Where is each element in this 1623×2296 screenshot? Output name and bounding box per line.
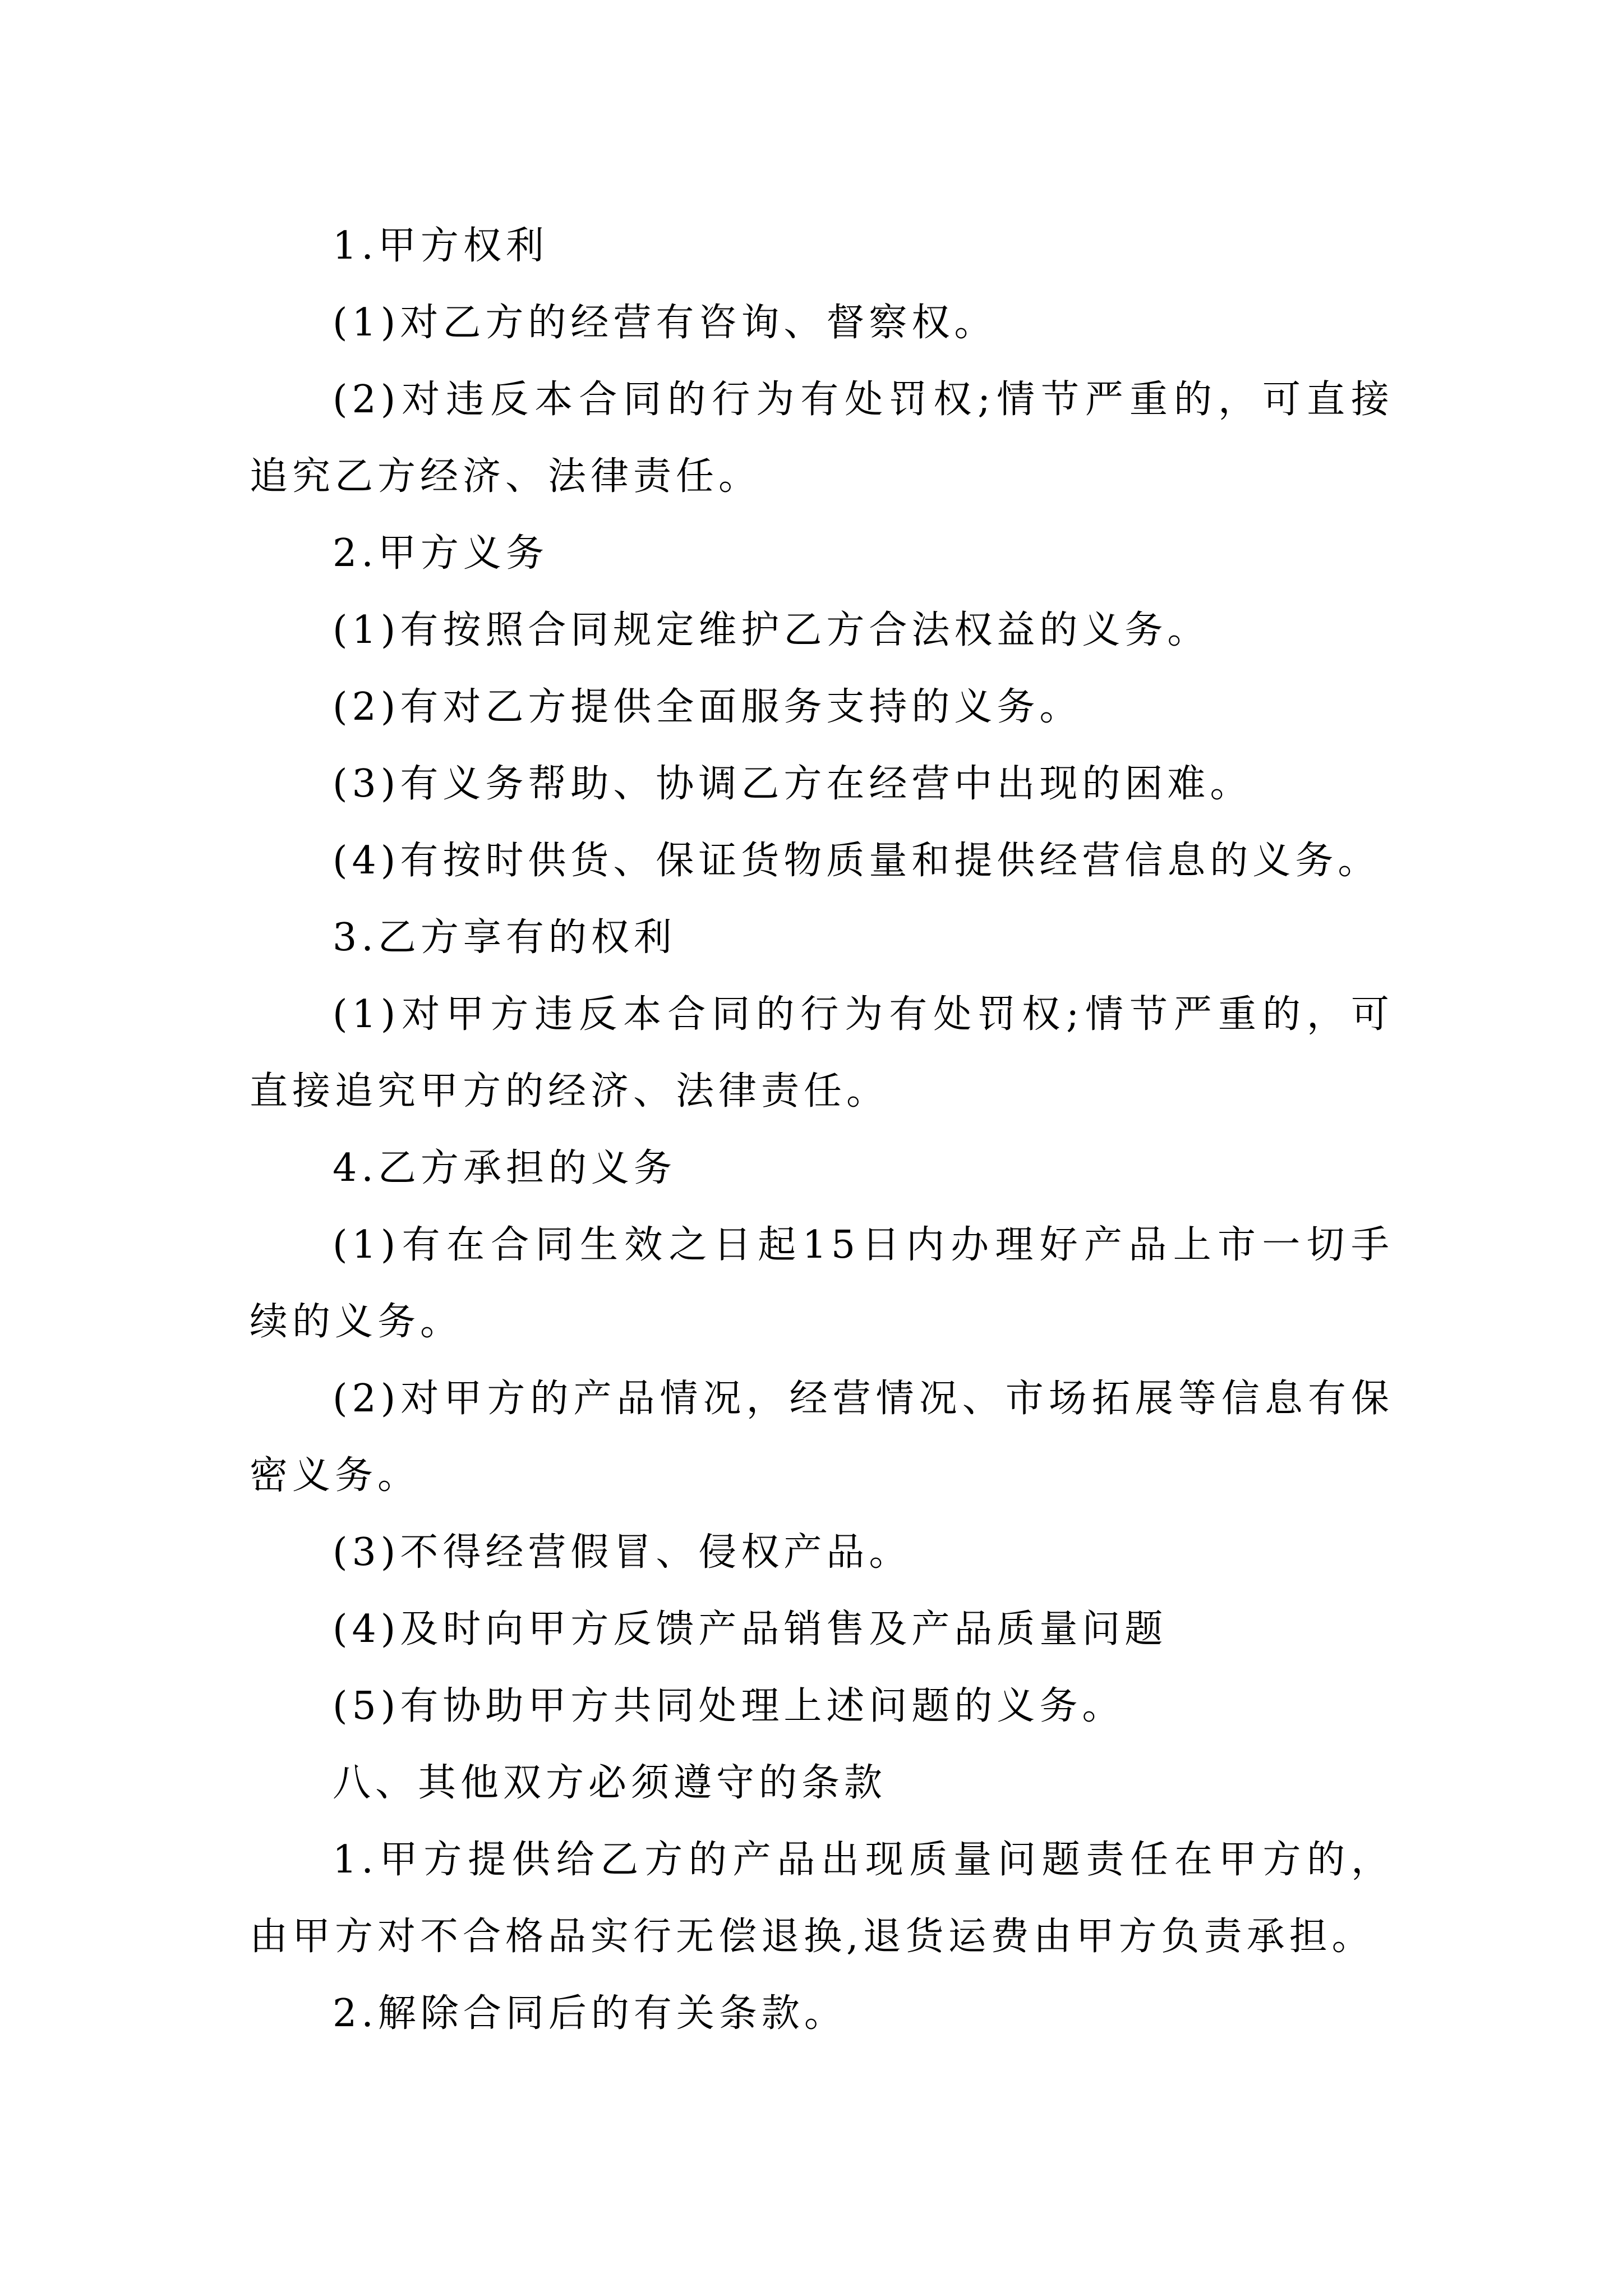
paragraph: (1)对甲方违反本合同的行为有处罚权;情节严重的，可直接追究甲方的经济、法律责任。 [250,992,1394,1114]
paragraph: (4)及时向甲方反馈产品销售及产品质量问题 [333,1607,1168,1651]
paragraph: 3.乙方享有的权利 [333,915,676,960]
paragraph: (1)有在合同生效之日起15日内办理好产品上市一切手续的义务。 [250,1223,1394,1344]
paragraph: (3)不得经营假冒、侵权产品。 [333,1530,912,1575]
paragraph: (3)有义务帮助、协调乙方在经营中出现的困难。 [333,762,1253,806]
paragraph: (5)有协助甲方共同处理上述问题的义务。 [333,1684,1125,1728]
paragraph: 2.解除合同后的有关条款。 [333,1991,847,2036]
section-heading: 八、其他双方必须遵守的条款 [333,1761,887,1805]
paragraph: (2)有对乙方提供全面服务支持的义务。 [333,685,1082,729]
paragraph: 2.甲方义务 [333,531,548,576]
paragraph: 4.乙方承担的义务 [333,1146,676,1190]
document-body [250,208,1394,2052]
paragraph: (2)对违反本合同的行为有处罚权;情节严重的，可直接追究乙方经济、法律责任。 [250,378,1394,499]
paragraph: 1.甲方提供给乙方的产品出现质量问题责任在甲方的，由甲方对不合格品实行无偿退换,退货运费由甲方负责承担。 [250,1838,1394,1959]
paragraph: (4)有按时供货、保证货物质量和提供经营信息的义务。 [333,839,1381,883]
paragraph: 1.甲方权利 [333,224,548,268]
paragraph: (1)有按照合同规定维护乙方合法权益的义务。 [333,608,1210,652]
paragraph: (1)对乙方的经营有咨询、督察权。 [333,301,997,345]
paragraph: (2)对甲方的产品情况，经营情况、市场拓展等信息有保密义务。 [250,1377,1394,1498]
